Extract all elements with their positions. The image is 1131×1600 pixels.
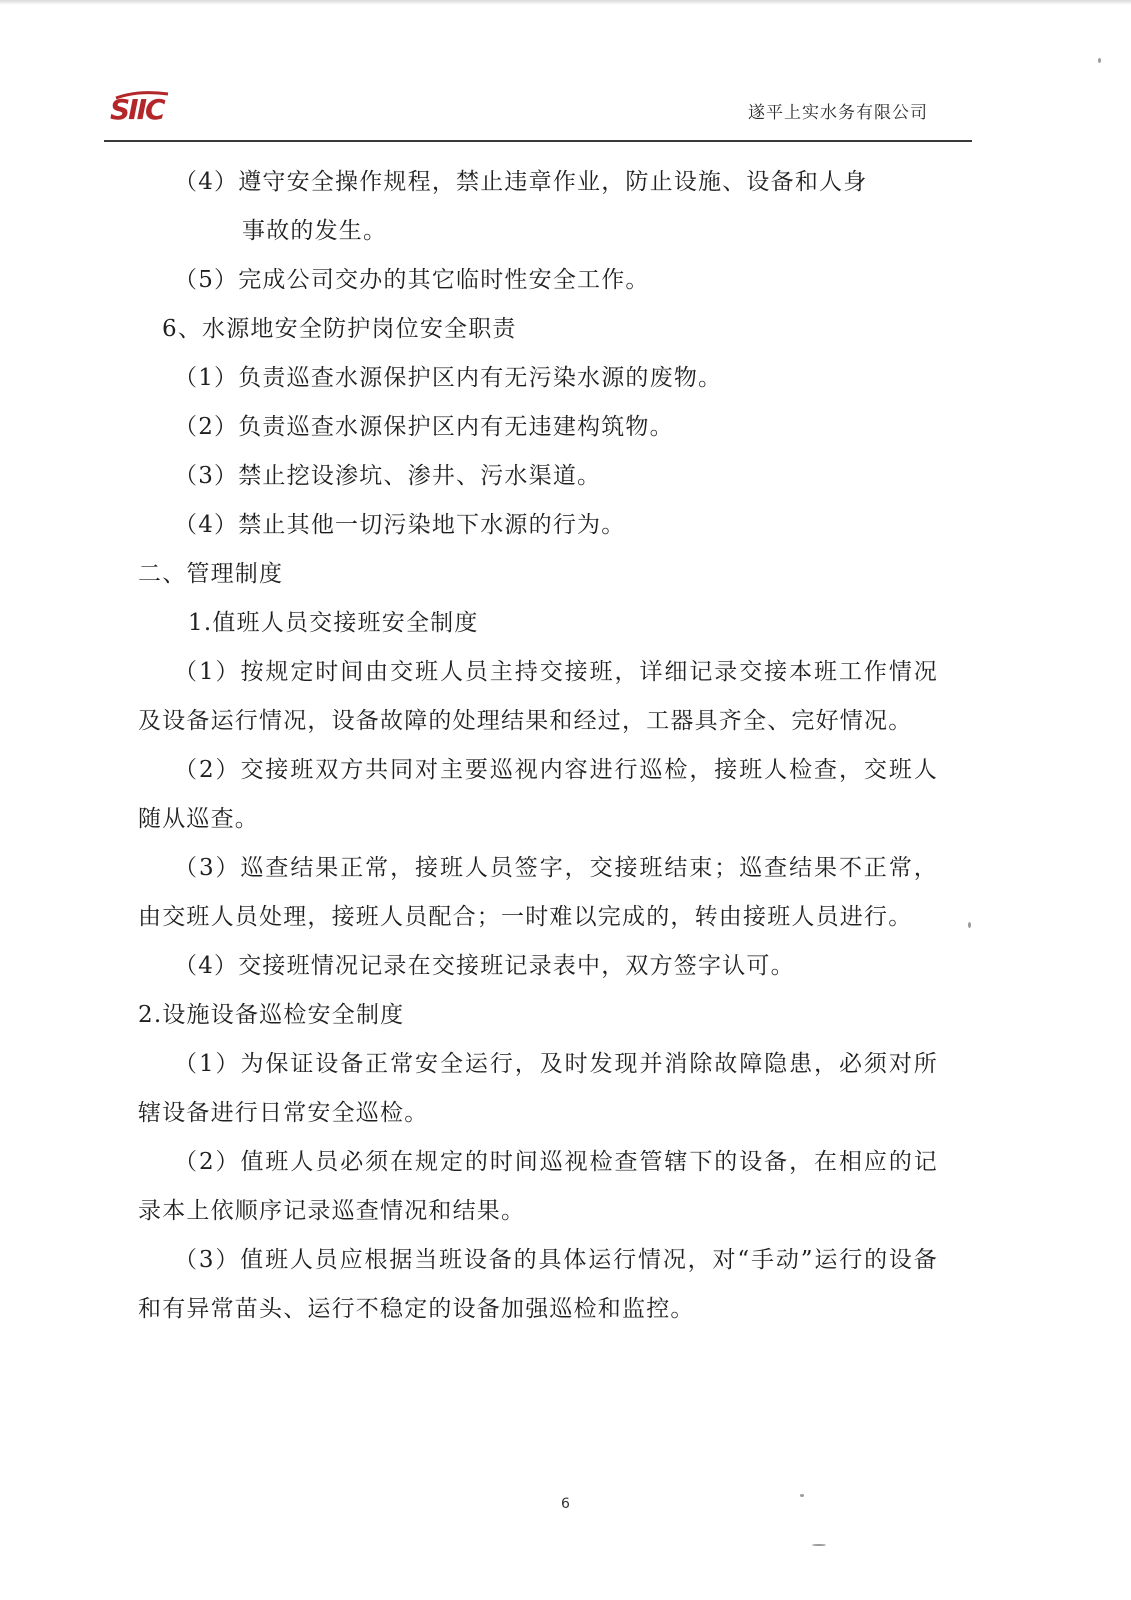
paragraph: （3）值班人员应根据当班设备的具体运行情况，对“手动”运行的设备和有异常苗头、运行不稳定的设备加强巡检和监控。 [138, 1247, 938, 1322]
paragraph: （4）交接班情况记录在交接班记录表中，双方签字认可。 [174, 953, 795, 979]
company-name: 遂平上实水务有限公司 [748, 103, 928, 123]
paragraph: （1）按规定时间由交班人员主持交接班，详细记录交接本班工作情况及设备运行情况，设备故障的处理结果和经过，工器具齐全、完好情况。 [138, 659, 938, 734]
list-item: （5）完成公司交办的其它临时性安全工作。 [174, 267, 650, 293]
scan-edge [0, 0, 1131, 5]
list-item [138, 158, 938, 256]
list-item-continuation: 事故的发生。 [242, 218, 388, 244]
scan-speck [1098, 58, 1101, 63]
list-item: （3）禁止挖设渗坑、渗井、污水渠道。 [174, 463, 602, 489]
scan-speck [968, 922, 971, 928]
paragraph: （3）巡查结果正常，接班人员签字，交接班结束；巡查结果不正常，由交班人员处理，接班人员配合；一时难以完成的，转由接班人员进行。 [138, 855, 938, 930]
scan-speck [800, 1494, 804, 1497]
page-number: 6 [561, 1496, 570, 1512]
paragraph: （1）为保证设备正常安全运行，及时发现并消除故障隐患，必须对所辖设备进行日常安全巡检。 [138, 1051, 938, 1126]
section-heading: 6、水源地安全防护岗位安全职责 [162, 316, 517, 342]
paragraph: （2）值班人员必须在规定的时间巡视检查管辖下的设备，在相应的记录本上依顺序记录巡查情况和结果。 [138, 1149, 938, 1224]
list-item: （4）禁止其他一切污染地下水源的行为。 [174, 512, 626, 538]
list-item: （2）负责巡查水源保护区内有无违建构筑物。 [174, 414, 674, 440]
page-header [104, 88, 972, 140]
chapter-heading: 二、管理制度 [138, 561, 284, 587]
paragraph: （2）交接班双方共同对主要巡视内容进行巡检，接班人检查，交班人随从巡查。 [138, 757, 938, 832]
section-heading: 2.设施设备巡检安全制度 [138, 1002, 405, 1028]
scan-speck [812, 1544, 826, 1546]
list-item-text: （4）遵守安全操作规程，禁止违章作业，防止设施、设备和人身 [174, 169, 868, 195]
section-heading: 1.值班人员交接班安全制度 [188, 610, 479, 636]
header-divider [104, 140, 972, 142]
list-item: （1）负责巡查水源保护区内有无污染水源的废物。 [174, 365, 723, 391]
document-body [138, 158, 938, 1334]
siic-logo [108, 88, 178, 128]
logo-text: SIIC [110, 93, 164, 126]
